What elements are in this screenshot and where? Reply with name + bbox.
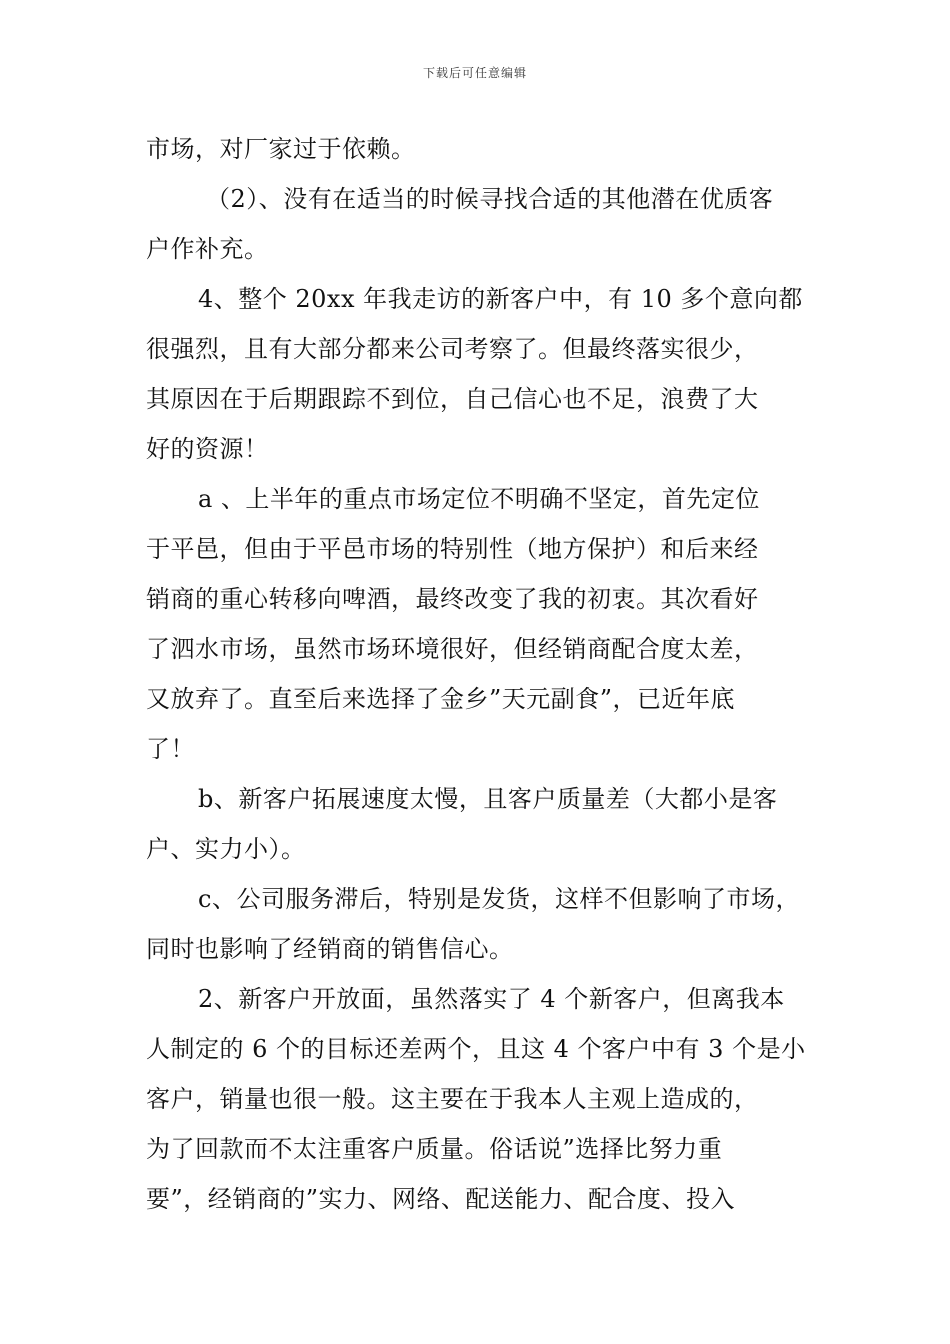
text-line: 了泗水市场，虽然市场环境很好，但经销商配合度太差，	[146, 635, 759, 663]
text-line: （2）、没有在适当的时候寻找合适的其他潜在优质客	[206, 185, 774, 213]
text-line: 客户，销量也很一般。这主要在于我本人主观上造成的，	[146, 1085, 759, 1113]
text-line: 同时也影响了经销商的销售信心。	[146, 935, 514, 963]
text-line: 为了回款而不太注重客户质量。俗话说”选择比努力重	[146, 1135, 723, 1163]
text-line: 2、新客户开放面，虽然落实了 4 个新客户，但离我本	[198, 985, 785, 1013]
text-line: 户作补充。	[146, 235, 269, 263]
text-line: 很强烈，且有大部分都来公司考察了。但最终落实很少，	[146, 335, 759, 363]
text-line: 市场，对厂家过于依赖。	[146, 135, 416, 163]
text-line: 销商的重心转移向啤酒，最终改变了我的初衷。其次看好	[146, 585, 759, 613]
text-line: 又放弃了。直至后来选择了金乡”天元副食”，已近年底	[146, 685, 736, 713]
text-line: 人制定的 6 个的目标还差两个，且这 4 个客户中有 3 个是小	[146, 1035, 806, 1063]
text-line: 好的资源！	[146, 435, 269, 463]
text-line: a 、上半年的重点市场定位不明确不坚定，首先定位	[198, 485, 760, 513]
text-line: 了！	[146, 735, 195, 763]
text-line: 其原因在于后期跟踪不到位，自己信心也不足，浪费了大	[146, 385, 759, 413]
document-body	[146, 124, 818, 1224]
text-line: 于平邑，但由于平邑市场的特别性（地方保护）和后来经	[146, 535, 759, 563]
text-line: 要”，经销商的”实力、网络、配送能力、配合度、投入	[146, 1185, 736, 1213]
text-line: 户、实力小）。	[146, 835, 306, 863]
text-line: b、新客户拓展速度太慢，且客户质量差（大都小是客	[198, 785, 778, 813]
text-line: c、公司服务滞后，特别是发货，这样不但影响了市场，	[198, 885, 800, 913]
page-header: 下载后可任意编辑	[422, 66, 527, 80]
text-line: 4、整个 20xx 年我走访的新客户中，有 10 多个意向都	[198, 285, 803, 313]
